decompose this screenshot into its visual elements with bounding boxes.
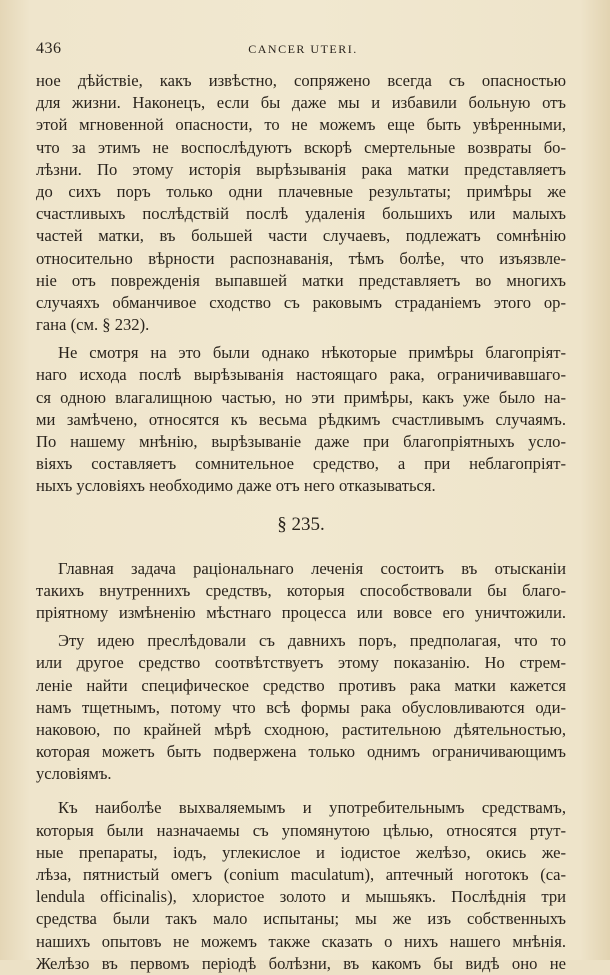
paragraph	[36, 797, 566, 975]
text-line: нашихъ опытовъ не можемъ также сказать о нихъ нашего мнѣнія.	[36, 931, 566, 951]
text-line: которая можетъ быть подвержена только однимъ ограничивающимъ	[36, 742, 566, 762]
paragraph	[36, 342, 566, 497]
text-line: до сихъ поръ только одни плачевные результаты; примѣры же	[36, 181, 566, 201]
text-line: частей матки, въ большей части случаевъ, подлежатъ сомнѣнію	[36, 226, 566, 246]
running-title: CANCER UTERI.	[248, 42, 358, 56]
text-line: ныхъ условіяхъ необходимо даже отъ него отказываться.	[36, 476, 436, 496]
text-line: наковою, по крайней мѣрѣ сходною, растительною дѣятельностью,	[36, 719, 566, 739]
text-line: для жизни. Наконецъ, если бы даже мы и избавили больную отъ	[36, 93, 566, 113]
text-line: условіямъ.	[36, 764, 112, 784]
text-line: лѣзни. По этому исторія вырѣзыванія рака матки представляетъ	[36, 159, 566, 179]
text-line: пріятному измѣненію мѣстнаго процесса или вовсе его уничтожили.	[36, 602, 566, 622]
text-line: или другое средство соотвѣтствуетъ этому показанію. Но стрем-	[36, 653, 566, 673]
text-line: Не смотря на это были однако нѣкоторые примѣры благопріят-	[58, 343, 566, 363]
text-line: ніе отъ поврежденія выпавшей матки представляетъ во многихъ	[36, 270, 566, 290]
text-line: леніе найти специфическое средство противъ рака матки кажется	[36, 675, 566, 695]
text-line: средства были такъ мало испытаны; мы же изъ собственныхъ	[36, 909, 566, 929]
text-line: лѣза, пятнистый омегъ (conium maculatum), аптечный ноготокъ (ca-	[36, 865, 566, 884]
text-line: ми замѣчено, относятся къ весьма рѣдкимъ счастливымъ случаямъ.	[36, 409, 566, 429]
paragraph	[36, 70, 566, 336]
text-line: Желѣзо въ первомъ періодѣ болѣзни, въ какомъ бы видѣ оно не	[36, 953, 566, 973]
text-line: ся одною влагалищною частью, но эти примѣры, какъ уже было на-	[36, 387, 566, 407]
section-heading: § 235.	[277, 513, 325, 535]
text-line: намъ тщетнымъ, потому что всѣ формы рака обусловливаются оди-	[36, 697, 566, 717]
page-body	[36, 70, 566, 975]
paragraph	[36, 630, 566, 785]
text-line: ное дѣйствіе, какъ извѣстно, сопряжено всегда съ опасностью	[36, 71, 566, 90]
text-line: По нашему мнѣнію, вырѣзываніе даже при благопріятныхъ усло-	[36, 432, 566, 451]
text-line: наго исхода послѣ вырѣзыванія настоящаго рака, ограничивавшаго-	[36, 365, 566, 385]
text-line: что за этимъ не воспослѣдуютъ вскорѣ смертельные возвраты бо-	[36, 137, 566, 157]
text-line: Главная задача раціональнаго леченія состоитъ въ отысканіи	[58, 558, 566, 578]
text-line: гана (см. § 232).	[36, 315, 150, 335]
text-line: счастливыхъ послѣдствій послѣ удаленія большихъ или малыхъ	[36, 204, 566, 224]
paragraph	[36, 558, 566, 625]
text-line: относительно вѣрности распознаванія, тѣмъ болѣе, что изъязвле-	[36, 248, 566, 268]
text-line: такихъ внутреннихъ средствъ, которыя способствовали бы благо-	[36, 580, 566, 600]
text-line: случаяхъ обманчивое сходство съ раковымъ страданіемъ этого ор-	[36, 292, 566, 312]
text-line: этой мгновенной опасности, то не можемъ еще быть увѣренными,	[36, 115, 566, 135]
text-line: Къ наиболѣе выхваляемымъ и употребительнымъ средствамъ,	[58, 798, 566, 818]
text-line: Эту идею преслѣдовали съ давнихъ поръ, предполагая, что то	[58, 631, 566, 651]
page-number: 436	[36, 40, 62, 57]
text-line: віяхъ составляетъ сомнительное средство, а при неблагопріят-	[36, 454, 566, 474]
text-line: которыя были назначаемы съ упомянутою цѣлью, относятся ртут-	[36, 820, 566, 840]
text-line: ные препараты, іодъ, углекислое и іодистое желѣзо, окись же-	[36, 842, 566, 862]
page-header	[36, 40, 570, 62]
text-line: lendula officinalis), хлористое золото и мышьякъ. Послѣднія три	[36, 887, 566, 907]
